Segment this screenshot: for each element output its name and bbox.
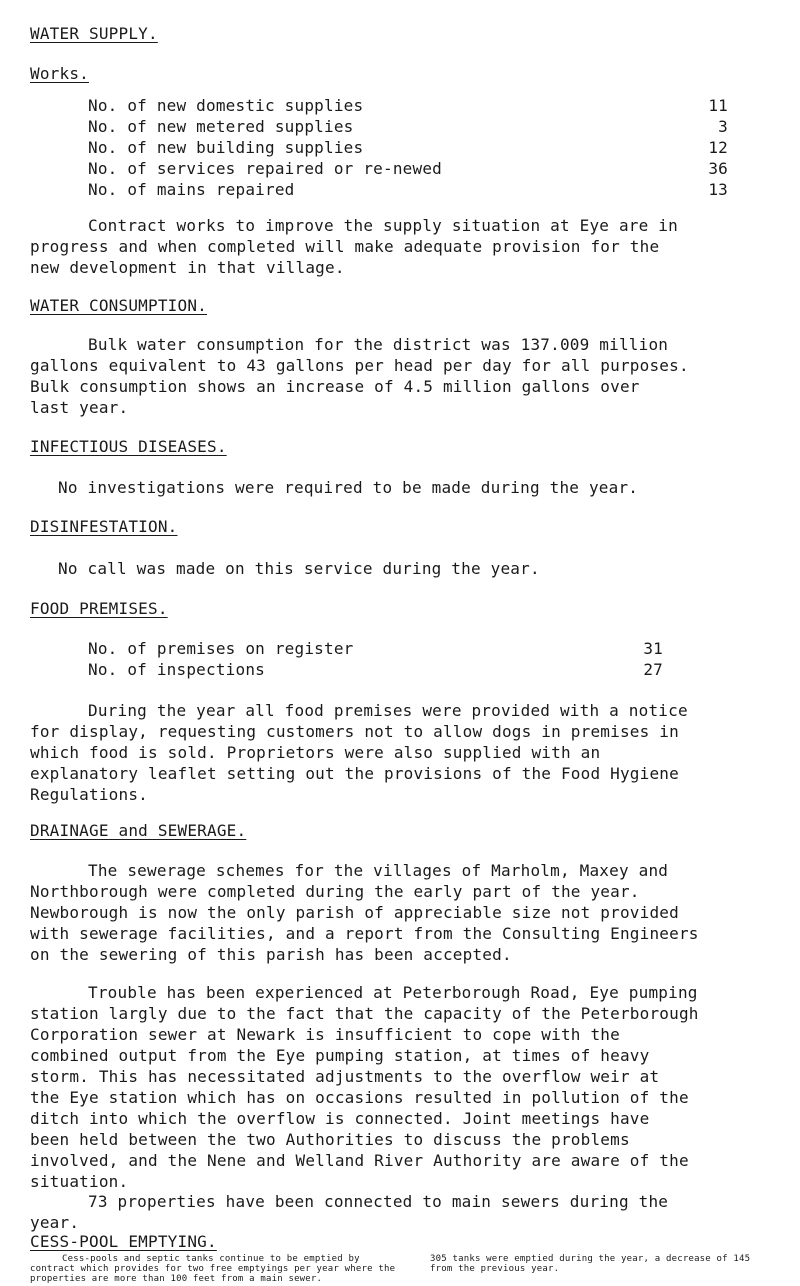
- text-line: 305 tanks were emptied during the year, a decrease of 145: [430, 1254, 751, 1264]
- text-line: new development in that village.: [30, 258, 345, 277]
- text-line: Corporation sewer at Newark is insufficient to cope with the: [30, 1025, 620, 1044]
- row-label: No. of services repaired or re-newed: [88, 159, 442, 178]
- row-value: 36: [708, 159, 728, 178]
- text-line: the Eye station which has on occasions resulted in pollution of the: [30, 1088, 689, 1107]
- text-line: gallons equivalent to 43 gallons per head per day for all purposes.: [30, 356, 689, 375]
- works-heading: Works.: [30, 64, 89, 83]
- drainage-paragraph-3: [30, 1191, 720, 1233]
- text-line: on the sewering of this parish has been accepted.: [30, 945, 512, 964]
- cesspool-heading: CESS-POOL EMPTYING.: [30, 1232, 217, 1251]
- table-row: [88, 138, 728, 160]
- row-value: 12: [708, 138, 728, 157]
- text-line: contract which provides for two free emptyings per year where the: [30, 1264, 396, 1274]
- text-line: properties are more than 100 feet from a main sewer.: [30, 1274, 323, 1284]
- text-line: storm. This has necessitated adjustments to the overflow weir at: [30, 1067, 660, 1086]
- row-value: 31: [643, 639, 663, 658]
- text-line: Contract works to improve the supply situation at Eye are in: [88, 216, 678, 235]
- works-paragraph: [30, 215, 720, 278]
- text-line: During the year all food premises were provided with a notice: [88, 701, 688, 720]
- text-line: year.: [30, 1213, 80, 1232]
- row-value: 13: [708, 180, 728, 199]
- text-line: progress and when completed will make adequate provision for the: [30, 237, 660, 256]
- text-line: situation.: [30, 1172, 129, 1191]
- table-row: [88, 159, 728, 181]
- text-line: last year.: [30, 398, 129, 417]
- text-line: which food is sold. Proprietors were also supplied with an: [30, 743, 601, 762]
- row-label: No. of inspections: [88, 660, 265, 679]
- text-line: ditch into which the overflow is connected. Joint meetings have: [30, 1109, 650, 1128]
- text-line: No call was made on this service during the year.: [58, 559, 540, 578]
- food-paragraph: [30, 700, 720, 805]
- row-value: 27: [643, 660, 663, 679]
- text-line: The sewerage schemes for the villages of Marholm, Maxey and: [88, 861, 669, 880]
- text-line: station largly due to the fact that the capacity of the Peterborough: [30, 1004, 699, 1023]
- text-line: Newborough is now the only parish of appreciable size not provided: [30, 903, 679, 922]
- drainage-paragraph-1: [30, 860, 720, 965]
- page-title: WATER SUPPLY.: [30, 24, 158, 43]
- row-label: No. of new metered supplies: [88, 117, 354, 136]
- row-label: No. of mains repaired: [88, 180, 295, 199]
- text-line: Cess-pools and septic tanks continue to be emptied by: [62, 1254, 360, 1264]
- text-line: explanatory leaflet setting out the provisions of the Food Hygiene: [30, 764, 679, 783]
- text-line: from the previous year.: [430, 1264, 560, 1274]
- text-line: for display, requesting customers not to allow dogs in premises in: [30, 722, 679, 741]
- table-row: [88, 639, 728, 661]
- table-row: [88, 117, 728, 139]
- text-line: Trouble has been experienced at Peterborough Road, Eye pumping: [88, 983, 698, 1002]
- text-line: Bulk water consumption for the district was 137.009 million: [88, 335, 669, 354]
- text-line: involved, and the Nene and Welland River Authority are aware of the: [30, 1151, 689, 1170]
- drainage-paragraph-2: [30, 982, 720, 1192]
- infectious-diseases-heading: INFECTIOUS DISEASES.: [30, 437, 227, 456]
- disinfestation-heading: DISINFESTATION.: [30, 517, 178, 536]
- text-line: 73 properties have been connected to main sewers during the: [88, 1192, 669, 1211]
- water-consumption-paragraph: [30, 334, 720, 418]
- text-line: combined output from the Eye pumping station, at times of heavy: [30, 1046, 650, 1065]
- text-line: No investigations were required to be made during the year.: [58, 478, 639, 497]
- cesspool-paragraph-2: [430, 1254, 800, 1274]
- infectious-paragraph: [30, 477, 720, 498]
- row-value: 11: [708, 96, 728, 115]
- row-value: 3: [718, 117, 728, 136]
- row-label: No. of new domestic supplies: [88, 96, 364, 115]
- text-line: with sewerage facilities, and a report from the Consulting Engineers: [30, 924, 699, 943]
- text-line: Northborough were completed during the early part of the year.: [30, 882, 640, 901]
- table-row: [88, 180, 728, 202]
- text-line: Bulk consumption shows an increase of 4.5 million gallons over: [30, 377, 640, 396]
- table-row: [88, 660, 728, 682]
- text-line: been held between the two Authorities to discuss the problems: [30, 1130, 630, 1149]
- water-consumption-heading: WATER CONSUMPTION.: [30, 296, 207, 315]
- row-label: No. of new building supplies: [88, 138, 364, 157]
- drainage-heading: DRAINAGE and SEWERAGE.: [30, 821, 247, 840]
- table-row: [88, 96, 728, 118]
- disinfestation-paragraph: [30, 558, 720, 579]
- text-line: Regulations.: [30, 785, 148, 804]
- food-premises-heading: FOOD PREMISES.: [30, 599, 168, 618]
- row-label: No. of premises on register: [88, 639, 354, 658]
